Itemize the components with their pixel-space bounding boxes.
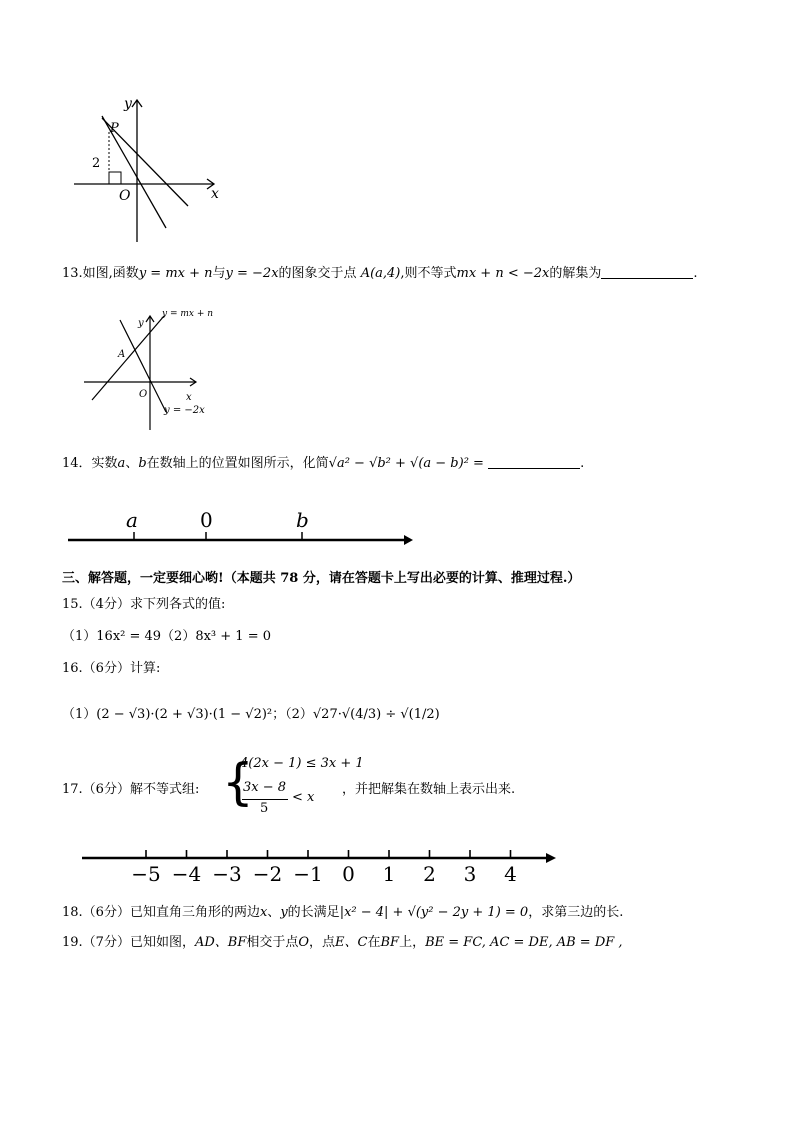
question-19: 19.（7分）已知如图，AD、BF相交于点O，点E、C在BF上，BE = FC, AC = DE, AB = DF , <box>62 935 623 950</box>
question-17: 17.（6分）解不等式组: { 4(2x − 1) ≤ 3x + 1 3x − 8 5 < x ，并把解集在数轴上表示出来. <box>62 753 516 816</box>
label-y: y <box>138 318 144 329</box>
question-16-parts: （1）(2 − √3)·(2 + √3)·(1 − √2)²；（2）√27·√(4/3) ÷ √(1/2) <box>62 707 440 722</box>
label-line1: y = mx + n <box>162 309 214 319</box>
question-18: 18.（6分）已知直角三角形的两边x、y的长满足|x² − 4| + √(y² − 2y + 1) = 0，求第三边的长. <box>62 905 624 920</box>
question-15-parts: （1）16x² = 49（2）8x³ + 1 = 0 <box>62 629 271 644</box>
tick-label: −5 <box>131 862 161 886</box>
section-heading: 三、解答题，一定要细心哟!（本题共 78 分，请在答题卡上写出必要的计算、推理过程.） <box>62 571 581 586</box>
label-o: O <box>119 188 131 204</box>
question-14: 14．实数a、b在数轴上的位置如图所示，化简√a² − √b² + √(a − b)² = . <box>62 456 585 471</box>
figure-13-graph <box>80 302 230 432</box>
label-two: 2 <box>92 156 101 171</box>
label-y: y <box>124 96 132 112</box>
label-b: b <box>296 508 309 532</box>
fraction-bar <box>242 799 288 800</box>
tick-label: −3 <box>212 862 242 886</box>
tick-label: 4 <box>504 862 517 886</box>
right-angle-mark <box>109 172 121 184</box>
question-15-head: 15.（4分）求下列各式的值: <box>62 597 226 612</box>
tick-label: −2 <box>252 862 283 886</box>
label-x: x <box>211 186 219 202</box>
question-16-head: 16.（6分）计算: <box>62 661 161 676</box>
number-line-arrow <box>546 853 556 863</box>
label-zero: 0 <box>200 508 213 532</box>
answer-blank-14[interactable] <box>488 454 580 469</box>
brace: { <box>222 753 254 811</box>
label-line2: y = −2x <box>164 405 205 416</box>
label-p: P <box>110 121 119 136</box>
tick-label: 2 <box>423 862 436 886</box>
label-x: x <box>186 392 192 403</box>
tick-label: 1 <box>382 862 396 886</box>
figure-12-graph <box>66 92 226 247</box>
number-line-arrow <box>404 535 413 545</box>
tick-label: 3 <box>463 862 477 886</box>
label-a: A <box>118 349 126 360</box>
tick-label: −1 <box>293 862 323 886</box>
number-line-17 <box>80 844 560 886</box>
question-13: 13.如图,函数y = mx + n与y = −2x的图象交于点 A(a,4),则不等式mx + n < −2x的解集为 . <box>62 266 698 281</box>
tick-label: −4 <box>171 862 202 886</box>
tick-label: 0 <box>342 862 355 886</box>
label-o: O <box>139 389 148 400</box>
answer-blank-13[interactable] <box>601 264 693 279</box>
label-a: a <box>126 508 138 532</box>
number-line-14 <box>68 500 418 550</box>
